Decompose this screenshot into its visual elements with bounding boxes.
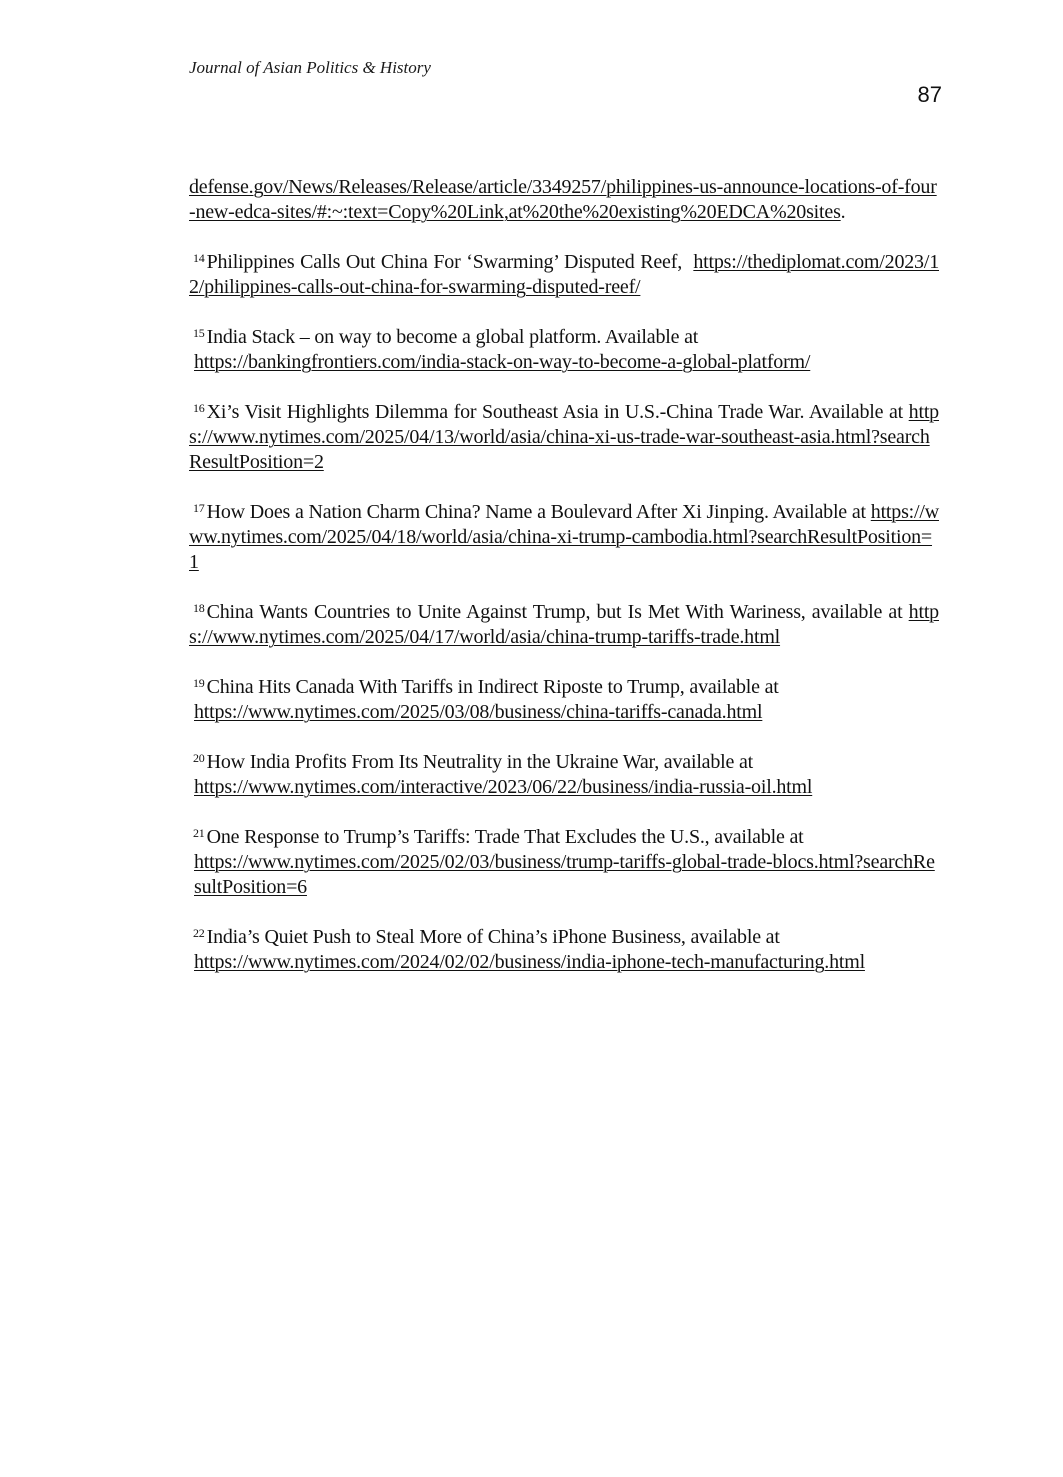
note-link[interactable]: https://www.nytimes.com/2025/03/08/business/china-tariffs-canada.html — [194, 701, 763, 723]
journal-name: Journal of Asian Politics & History — [189, 58, 431, 77]
note-number: 14 — [193, 251, 205, 265]
note-14 — [189, 250, 939, 300]
note-title: Xi’s Visit Highlights Dilemma for Southeast Asia in U.S.-China Trade War. Available at — [206, 401, 903, 423]
note-link[interactable]: https://www.nytimes.com/2025/04/13/world/asia/china-xi-us-trade-war-southeast-asia.html?searchResultPosition=2 — [189, 401, 939, 473]
note-number: 18 — [193, 601, 205, 615]
note-link[interactable]: https://bankingfrontiers.com/india-stack-on-way-to-become-a-global-platform/ — [194, 351, 811, 373]
note-title: How Does a Nation Charm China? Name a Boulevard After Xi Jinping. Available at — [206, 501, 866, 523]
note-link[interactable]: https://www.nytimes.com/2024/02/02/business/india-iphone-tech-manufacturing.html — [194, 951, 865, 973]
note-20 — [189, 750, 939, 800]
note-number: 21 — [193, 826, 205, 840]
note-title: China Hits Canada With Tariffs in Indirect Riposte to Trump, available at — [206, 676, 779, 698]
note-title: One Response to Trump’s Tariffs: Trade That Excludes the U.S., available at — [206, 826, 804, 848]
note-continuation-trail: . — [840, 201, 846, 223]
note-link[interactable]: https://www.nytimes.com/2025/04/17/world/asia/china-trump-tariffs-trade.html — [189, 601, 939, 648]
note-number: 16 — [193, 401, 205, 415]
note-continuation — [189, 175, 939, 225]
note-title: India Stack – on way to become a global platform. Available at — [206, 326, 699, 348]
note-15 — [189, 325, 939, 375]
note-title: How India Profits From Its Neutrality in the Ukraine War, available at — [206, 751, 754, 773]
page-number: 87 — [917, 82, 942, 107]
note-number: 20 — [193, 751, 205, 765]
note-link[interactable]: https://www.nytimes.com/2025/04/18/world/asia/china-xi-trump-cambodia.html?searchResultPosition=1 — [189, 501, 939, 573]
endnotes-list — [189, 175, 939, 1000]
note-number: 22 — [193, 926, 205, 940]
note-title: India’s Quiet Push to Steal More of China’s iPhone Business, available at — [206, 926, 780, 948]
note-21 — [189, 825, 939, 900]
note-18 — [189, 600, 939, 650]
note-continuation-link[interactable]: defense.gov/News/Releases/Release/article/3349257/philippines-us-announce-locations-of-four-new-edca-sites/#:~:text=Copy%20Link,at%20the%20existing%20EDCA%20sites — [189, 176, 937, 223]
note-22 — [189, 925, 939, 975]
note-number: 17 — [193, 501, 205, 515]
note-title: China Wants Countries to Unite Against Trump, but Is Met With Wariness, available at — [206, 601, 903, 623]
note-link[interactable]: https://thediplomat.com/2023/12/philippines-calls-out-china-for-swarming-disputed-reef/ — [189, 251, 939, 298]
note-title: Philippines Calls Out China For ‘Swarming’ Disputed Reef, — [206, 251, 682, 273]
note-number: 15 — [193, 326, 205, 340]
note-number: 19 — [193, 676, 205, 690]
note-19 — [189, 675, 939, 725]
note-16 — [189, 400, 939, 475]
note-17 — [189, 500, 939, 575]
note-link[interactable]: https://www.nytimes.com/interactive/2023/06/22/business/india-russia-oil.html — [194, 776, 813, 798]
note-link[interactable]: https://www.nytimes.com/2025/02/03/business/trump-tariffs-global-trade-blocs.html?searchResultPosition=6 — [194, 851, 935, 898]
